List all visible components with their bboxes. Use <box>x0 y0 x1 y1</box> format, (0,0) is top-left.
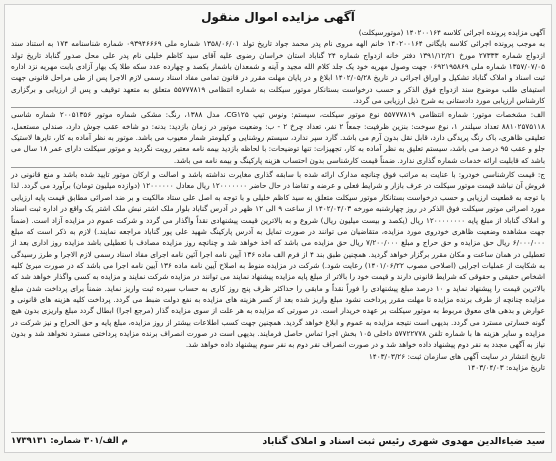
notice-body <box>11 27 545 373</box>
reference-number: م الف/۳۰۱ شماره: ۱۷۳۹۱۳۱ <box>11 436 128 446</box>
section-divider <box>11 167 545 168</box>
publish-date: تاریخ انتشار در سایت آگهی های سازمان ثبت: ۱۴۰۳/۰۳/۲۶ <box>368 351 545 361</box>
case-description: به موجب پرونده اجرائی کلاسه بایگانی ۱۴۰۲۰۰۱۶۴ خانم الهه مروی نام پدر محمد جواد تاریخ تولد ۱۳۵۸/۰۶/۰۱ شماره ملی ۰۹۳۹۴۶۶۶۹ شماره شناسنامه ۱۷۴ به استناد سند ازدواج شماره ۲۷۳۳۳ مورخ ۱۳۹۱/۱۲/۲۱ دفتر خانه ازدواج شماره ۲۴ گناباد استان خراسان رضوی علیه آقای سید کاظم خلیلی نام پدر علی محل صدور گناباد تاریخ تولد ۱۳۵۷/۰۷/۰۵ شماره ملی ۰۶۹۲۱۹۵۸۶۹ جهت وصول مهریه خود یک جلد کلام الله مجید و آینه و شمعدان باشمار بکصد و چهارده عدد سکه طلا یک بهار آزادی بابت مهریه نزد اداره ثبت اسناد و املاک گناباد تشکیل و اوراق اجرائی در تاریخ ۱۴۰۲/۰۵/۲۸ ابلاغ و در پایان مهلت مقرر در قانون تمامی مفاد اسناد رسمی لازم الاجرا پس از طی مراحل قانونی جهت استیفای طلب موضوع سند ازدواج فوق الذکر و حسب درخواست بستانکار موتور سیکلت به شماره انتظامی ۵۵۷۷۷۸۱۹ متعلق به متعهد توقیف و پس از ارزیابی و برگزاری کارشناس ارزیابی مورد دادستانی به شرح ذیل ارزیابی می گردد. <box>11 39 545 106</box>
auction-date: تاریخ مزایده: ۱۴۰۳/۰۴/۰۳ <box>467 362 545 372</box>
auction-notice <box>4 4 552 453</box>
signature-line: سید ضیاءالدین مهدوی شهری رئیس ثبت اسناد و املاک گناباد <box>262 435 545 447</box>
notice-footer <box>11 432 545 449</box>
section-divider <box>11 107 545 108</box>
notice-title: آگهی مزایده اموال منقول <box>201 10 355 24</box>
vehicle-specifications: الف: مشخصات موتور: شماره انتظامی ۵۵۷۷۷۸۱۹ نوع موتور سیکلت، سیستم: ونوس تیپ CG۱۲۵، مدل ۱۳۸۸، رنگ: مشکی شماره موتور ۲۰۰۵۱۳۵۶ شماره شاسی ۸۸۱۰۲۵۷۵۱۱۸ تعداد سیلندر ۱، نوع سوخت: بنزین ظرفیت: جمعاً ۲ نفر، تعداد چرخ ۲ - ب: وضعیت موتور در زمان بازدید: بدنه: دو شاخه عقب جوش دارد، صندلی مستعمل، تعلیقی ظاهری، باک رنگ پریدگی دارد، قابل نقل بدون آرم می باشد. گارد سپر ندارد، سیستم روشنایی و کیلومتر شمار معیوب می باشد. موتور به نظر آماده به کار، تایرها لاستیک جلو و عقب ۹۵ درصد می باشد، سیستم تعلیق به نظر آماده به کار، تجهیزات: تنها توضیحات: با لحاظه بازدید بیمه نامه معتبر رویت نگردید و موتور سیکلت دارای عمر ۱۸ سال می باشد که قابلیت ارائه خدمات شماره گذاری ندارد. ضمناً قیمت کارشناسی بدون احتساب هزینه پارکینگ و بیمه نامه می باشد. <box>11 110 546 165</box>
case-heading: آگهی مزایده پرونده اجرائی کلاسه ۱۴۰۲۰۰۱۶۴ (موتورسیکلت) <box>358 28 545 37</box>
auction-terms: ج: قیمت کارشناسی خودرو: با عنایت به مراتب فوق چنانچه مدارک ارائه شده با سابقه گذاری مغایرت نداشته باشد و اصالت و ارکان موتور تایید شده باشد و منع قانونی در فروش آن نباشد قیمت موتور سیکلت در عرف بازار و شرایط فعلی و عرضه و تقاضا در حال حاضر ۱۲۰۰۰۰۰۰۰ ریال معادل ۱۲۰۰۰۰۰۰ (دوازده میلیون تومان) برآورد می گردد. لذا با توجه به قطعیت ارزیابی و حسب درخواست بستانکار موتور سیکلت متعلق به سید کاظم خلیلی و با توجه به اصل علی ستاد مالکیت و بر ضد اصرائی مطابق قیمت پایه ارزیابی مورد اصرائی موتور سیکلت فوق الذکر در روز چهارشنبه مورخه ۱۴۰۲/۰۴/۰۳ از ساعت ۹ الی ۱۲ ظهر در آدرس گناباد بلوار ملک اشتر نبش ملک اشتر یک واقع در اداره ثبت اسناد و املاک گناباد از مبلغ پایه ۱۲۰۰۰۰۰۰۰۰ ریال (یکصد و بیست میلیون ریال) شروع و به بالاترین قیمت پیشنهادی نقداً واگذار می گردد و شرکت عموم در مزایده آزاد است. (ضمناً جهت مشاهده وضعیت ظاهری خودروی مورد مزایده، متقاضیان می توانند در صورت تمایل به آدرس پارکینگ شهید علی پور گناباد مراجعه نمایند.) لازم به ذکر است که مبلغ ۶/۰۰۰/۰۰۰ ریال حق مزایده و حق حراج و مبلغ ۷/۲۰۰/۰۰۰ ریال حق مزایده می باشد که اخذ خواهد شد و چنانچه روز مزایده مصادف با تعطیلی باشد مزایده روز اداری بعد از تعطیلی در همان ساعت و مکان مقرر برگزار خواهد گردید. همچنین طبق بند ۴ از فرم الف ماده ۱۳۶ آیین نامه اجرا آئین نامه اجرای مفاد اسناد رسمی لازم الاجرا و طرز رسیدگی به شکایت از عملیات اجرایی (اصلاحی مصوب ۱۴۰۱/۰۶/۲۲) رعایت شود.) شرکت در مزایده منوط به اصلاح آیین نامه ماده ۱۳۶ آیین نامه اجرا می باشد که در صورت مبرئ کلیه اشخاص حقیقی و حقوقی که شرایط قانونی دارند و قیمت خود را بالاتر از مبلغ پایه مزایده پیشنهاد نمایند می توانند در مزایده شرکت نمایند و مزایده به کسی واگذار خواهد شد که بالاترین قیمت را پیشنهاد نماید و ۱۰ درصد مبلغ پیشنهادی را فوراً نقداً و مابقی را حداکثر ظرف پنج روز کاری به حساب سپرده ثبت واریز نماید. ضمناً برای پرداخت شدن مبلغ مزایده چنانچه از طرف برنده مزایده تا مهلت مقرر پرداخت نشود مبلغ واریز شده بعد از کسر هزینه های مزایده به نفع دولت ضبط می گردد. پرداخت کلیه هزینه های قانونی و عوارض و بدهی های معوق مربوط به موتور سیکلت بر عهده خریدار است. در صورتی که مزایده به هر علت از سوی مزایده گذار (مرجع اجرا) ابطال گردد مبلغ واریزی بدون هیچ گونه خسارتی مسترد می گردد. بدیهی است نتیجه مزایده به عموم و ابلاغ خواهد گردید. همچنین جهت کسب اطلاعات بیشتر از روز مزایده، مبلغ پایه و حق الحراج و نیز شرکت در مزایده و سایر هزینه ها با شماره تلفن ۵۷۷۲۲۷۷۸ داخلی ۱۰۵ بخش اجرا تماس حاصل فرمایند. بدیهی است در صورت انصراف برنده مزایده پرداختی مسترد نخواهد شد و بدون نیاز به آگهی مجدد به نفر دوم پیشنهاد داده خواهد شد و در صورت انصراف نفر دوم به نفر سوم پیشنهاد داده خواهد شد. <box>11 170 546 350</box>
